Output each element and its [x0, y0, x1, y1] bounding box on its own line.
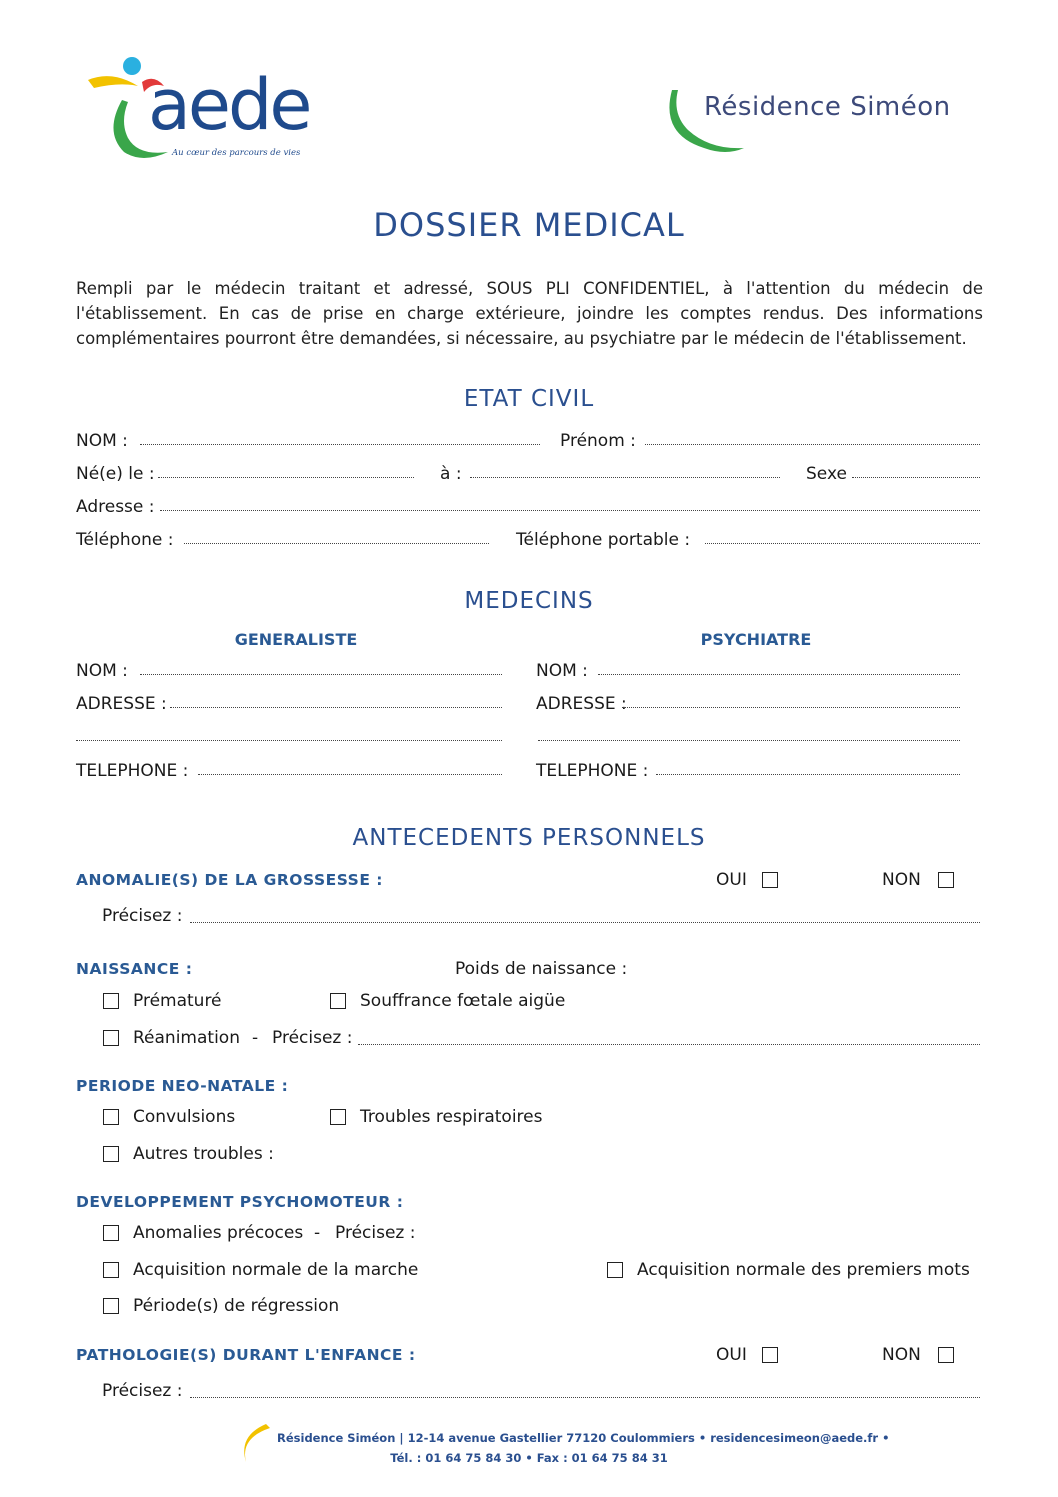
a-label: à : [440, 464, 462, 484]
sexe-label: Sexe [806, 464, 847, 484]
generaliste-telephone-label: TELEPHONE : [76, 761, 189, 781]
generaliste-telephone-field[interactable] [198, 774, 502, 775]
pathologies-label: PATHOLOGIE(S) DURANT L'ENFANCE : [76, 1346, 416, 1364]
psychiatre-adresse-line2[interactable] [538, 740, 960, 741]
autres-troubles-label: Autres troubles : [133, 1144, 274, 1164]
antecedents-heading: ANTECEDENTS PERSONNELS [352, 825, 706, 851]
psychiatre-adresse-field[interactable] [622, 707, 960, 708]
page-title: DOSSIER MEDICAL [373, 206, 685, 244]
aede-logo-text: aede [148, 64, 310, 146]
generaliste-adresse-field[interactable] [170, 707, 502, 708]
nom-label: NOM : [76, 431, 128, 451]
grossesse-oui-checkbox[interactable] [762, 872, 778, 888]
generaliste-nom-field[interactable] [140, 674, 502, 675]
telephone-portable-label: Téléphone portable : [516, 530, 691, 550]
reanimation-precisez-label: Précisez : [272, 1028, 353, 1048]
medecins-heading: MEDECINS [464, 588, 594, 614]
etat-civil-heading: ETAT CIVIL [463, 386, 595, 412]
sexe-field[interactable] [852, 477, 980, 478]
generaliste-heading: GENERALISTE [234, 630, 358, 649]
footer-address: Résidence Siméon | 12-14 avenue Gastellier 77120 Coulommiers • residencesimeon@aede.fr • [277, 1431, 890, 1445]
generaliste-adresse-label: ADRESSE : [76, 694, 167, 714]
aede-logo [84, 52, 324, 164]
psychiatre-adresse-label: ADRESSE : [536, 694, 627, 714]
developpement-label: DEVELOPPEMENT PSYCHOMOTEUR : [76, 1193, 404, 1211]
regression-checkbox[interactable] [103, 1298, 119, 1314]
residence-simeon-logo [664, 86, 994, 160]
naissance-label: NAISSANCE : [76, 960, 193, 978]
convulsions-checkbox[interactable] [103, 1109, 119, 1125]
reanimation-precisez-field[interactable] [358, 1044, 980, 1045]
grossesse-precisez-label: Précisez : [102, 906, 183, 926]
pathologies-non-label: NON [882, 1345, 921, 1365]
pathologies-oui-label: OUI [716, 1345, 747, 1365]
grossesse-precisez-field[interactable] [190, 922, 980, 923]
ne-le-field[interactable] [158, 477, 414, 478]
intro-paragraph: Rempli par le médecin traitant et adressé, SOUS PLI CONFIDENTIEL, à l'attention du médecin de l'établissement. En cas de prise en charge extérieure, joindre les comptes rendus. Des informations complémentaires pourront être demandées, si nécessaire, au psychiatre par le médecin de l'établissement. [76, 279, 983, 348]
anomalies-dash: - [314, 1223, 321, 1243]
pathologies-non-checkbox[interactable] [938, 1347, 954, 1363]
grossesse-non-label: NON [882, 870, 921, 890]
poids-naissance-label: Poids de naissance : [455, 959, 628, 979]
telephone-label: Téléphone : [76, 530, 174, 550]
grossesse-oui-label: OUI [716, 870, 747, 890]
anomalies-precoces-checkbox[interactable] [103, 1225, 119, 1241]
nom-field[interactable] [140, 444, 540, 445]
psychiatre-heading: PSYCHIATRE [700, 630, 812, 649]
lieu-naissance-field[interactable] [470, 477, 780, 478]
reanimation-dash: - [252, 1028, 259, 1048]
autres-troubles-checkbox[interactable] [103, 1146, 119, 1162]
grossesse-label: ANOMALIE(S) DE LA GROSSESSE : [76, 871, 384, 889]
marche-checkbox[interactable] [103, 1262, 119, 1278]
premature-checkbox[interactable] [103, 993, 119, 1009]
reanimation-label: Réanimation [133, 1028, 240, 1048]
telephone-field[interactable] [184, 543, 489, 544]
prenom-field[interactable] [645, 444, 980, 445]
pathologies-precisez-field[interactable] [190, 1397, 980, 1398]
telephone-portable-field[interactable] [705, 543, 980, 544]
psychiatre-telephone-field[interactable] [656, 774, 960, 775]
reanimation-checkbox[interactable] [103, 1030, 119, 1046]
residence-logo-text: Résidence Siméon [704, 92, 951, 122]
anomalies-precisez-label: Précisez : [335, 1223, 416, 1243]
generaliste-nom-label: NOM : [76, 661, 128, 681]
neo-natale-label: PERIODE NEO-NATALE : [76, 1077, 289, 1095]
psychiatre-nom-field[interactable] [598, 674, 960, 675]
troubles-resp-checkbox[interactable] [330, 1109, 346, 1125]
prenom-label: Prénom : [560, 431, 636, 451]
marche-label: Acquisition normale de la marche [133, 1260, 419, 1280]
aede-tagline: Au cœur des parcours de vies [172, 148, 301, 158]
adresse-label: Adresse : [76, 497, 155, 517]
regression-label: Période(s) de régression [133, 1296, 340, 1316]
troubles-resp-label: Troubles respiratoires [360, 1107, 543, 1127]
adresse-field[interactable] [160, 510, 980, 511]
grossesse-non-checkbox[interactable] [938, 872, 954, 888]
psychiatre-telephone-label: TELEPHONE : [536, 761, 649, 781]
psychiatre-nom-label: NOM : [536, 661, 588, 681]
premiers-mots-label: Acquisition normale des premiers mots [637, 1260, 970, 1280]
generaliste-adresse-line2[interactable] [76, 740, 502, 741]
souffrance-checkbox[interactable] [330, 993, 346, 1009]
pathologies-precisez-label: Précisez : [102, 1381, 183, 1401]
premature-label: Prématuré [133, 991, 222, 1011]
ne-le-label: Né(e) le : [76, 464, 155, 484]
pathologies-oui-checkbox[interactable] [762, 1347, 778, 1363]
premiers-mots-checkbox[interactable] [607, 1262, 623, 1278]
footer-phone: Tél. : 01 64 75 84 30 • Fax : 01 64 75 84 31 [390, 1451, 668, 1465]
convulsions-label: Convulsions [133, 1107, 236, 1127]
anomalies-precoces-label: Anomalies précoces [133, 1223, 304, 1243]
souffrance-label: Souffrance fœtale aigüe [360, 991, 566, 1011]
